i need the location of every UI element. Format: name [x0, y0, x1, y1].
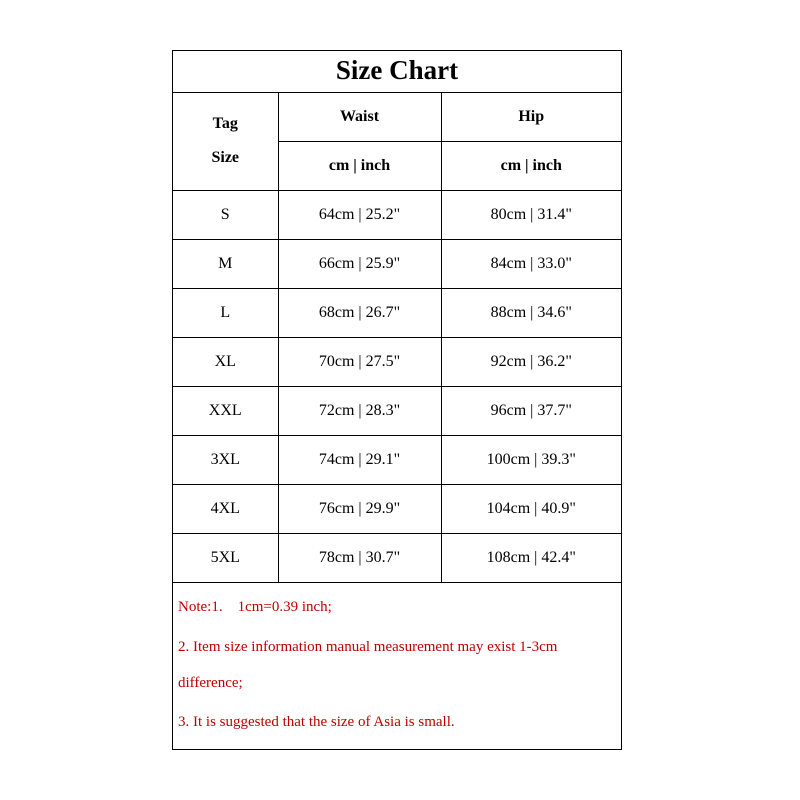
hip-cell: 108cm | 42.4" [441, 533, 621, 582]
size-cell: S [173, 190, 278, 239]
hip-header: Hip [441, 93, 621, 141]
size-table [173, 93, 621, 583]
waist-cell: 78cm | 30.7" [278, 533, 441, 582]
note-2-continued: difference; [178, 674, 243, 691]
hip-units-header: cm | inch [441, 141, 621, 190]
size-cell: XL [173, 337, 278, 386]
waist-cell: 74cm | 29.1" [278, 435, 441, 484]
header-row [173, 93, 621, 141]
note-2: 2. Item size information manual measurement may exist 1-3cm [178, 638, 558, 655]
note-3: 3. It is suggested that the size of Asia is small. [178, 713, 455, 730]
table-row [173, 190, 621, 239]
waist-cell: 76cm | 29.9" [278, 484, 441, 533]
table-row [173, 435, 621, 484]
table-row [173, 337, 621, 386]
hip-cell: 80cm | 31.4" [441, 190, 621, 239]
table-row [173, 386, 621, 435]
table-row [173, 239, 621, 288]
waist-units-header: cm | inch [278, 141, 441, 190]
waist-cell: 64cm | 25.2" [278, 190, 441, 239]
chart-title: Size Chart [173, 51, 621, 93]
waist-cell: 72cm | 28.3" [278, 386, 441, 435]
notes-section [173, 583, 621, 740]
tag-header-line1: Tag [212, 115, 238, 133]
table-row [173, 288, 621, 337]
hip-cell: 104cm | 40.9" [441, 484, 621, 533]
table-row [173, 484, 621, 533]
size-cell: 3XL [173, 435, 278, 484]
waist-cell: 70cm | 27.5" [278, 337, 441, 386]
table-row [173, 533, 621, 582]
tag-header-line2: Size [211, 149, 240, 167]
hip-cell: 88cm | 34.6" [441, 288, 621, 337]
waist-header: Waist [278, 93, 441, 141]
size-cell: M [173, 239, 278, 288]
note-1: Note:1. 1cm=0.39 inch; [178, 598, 332, 615]
hip-cell: 92cm | 36.2" [441, 337, 621, 386]
size-chart [172, 50, 622, 750]
waist-cell: 66cm | 25.9" [278, 239, 441, 288]
hip-cell: 100cm | 39.3" [441, 435, 621, 484]
hip-cell: 84cm | 33.0" [441, 239, 621, 288]
hip-cell: 96cm | 37.7" [441, 386, 621, 435]
size-cell: 5XL [173, 533, 278, 582]
size-cell: L [173, 288, 278, 337]
size-cell: 4XL [173, 484, 278, 533]
size-cell: XXL [173, 386, 278, 435]
waist-cell: 68cm | 26.7" [278, 288, 441, 337]
tag-size-header [173, 93, 278, 190]
